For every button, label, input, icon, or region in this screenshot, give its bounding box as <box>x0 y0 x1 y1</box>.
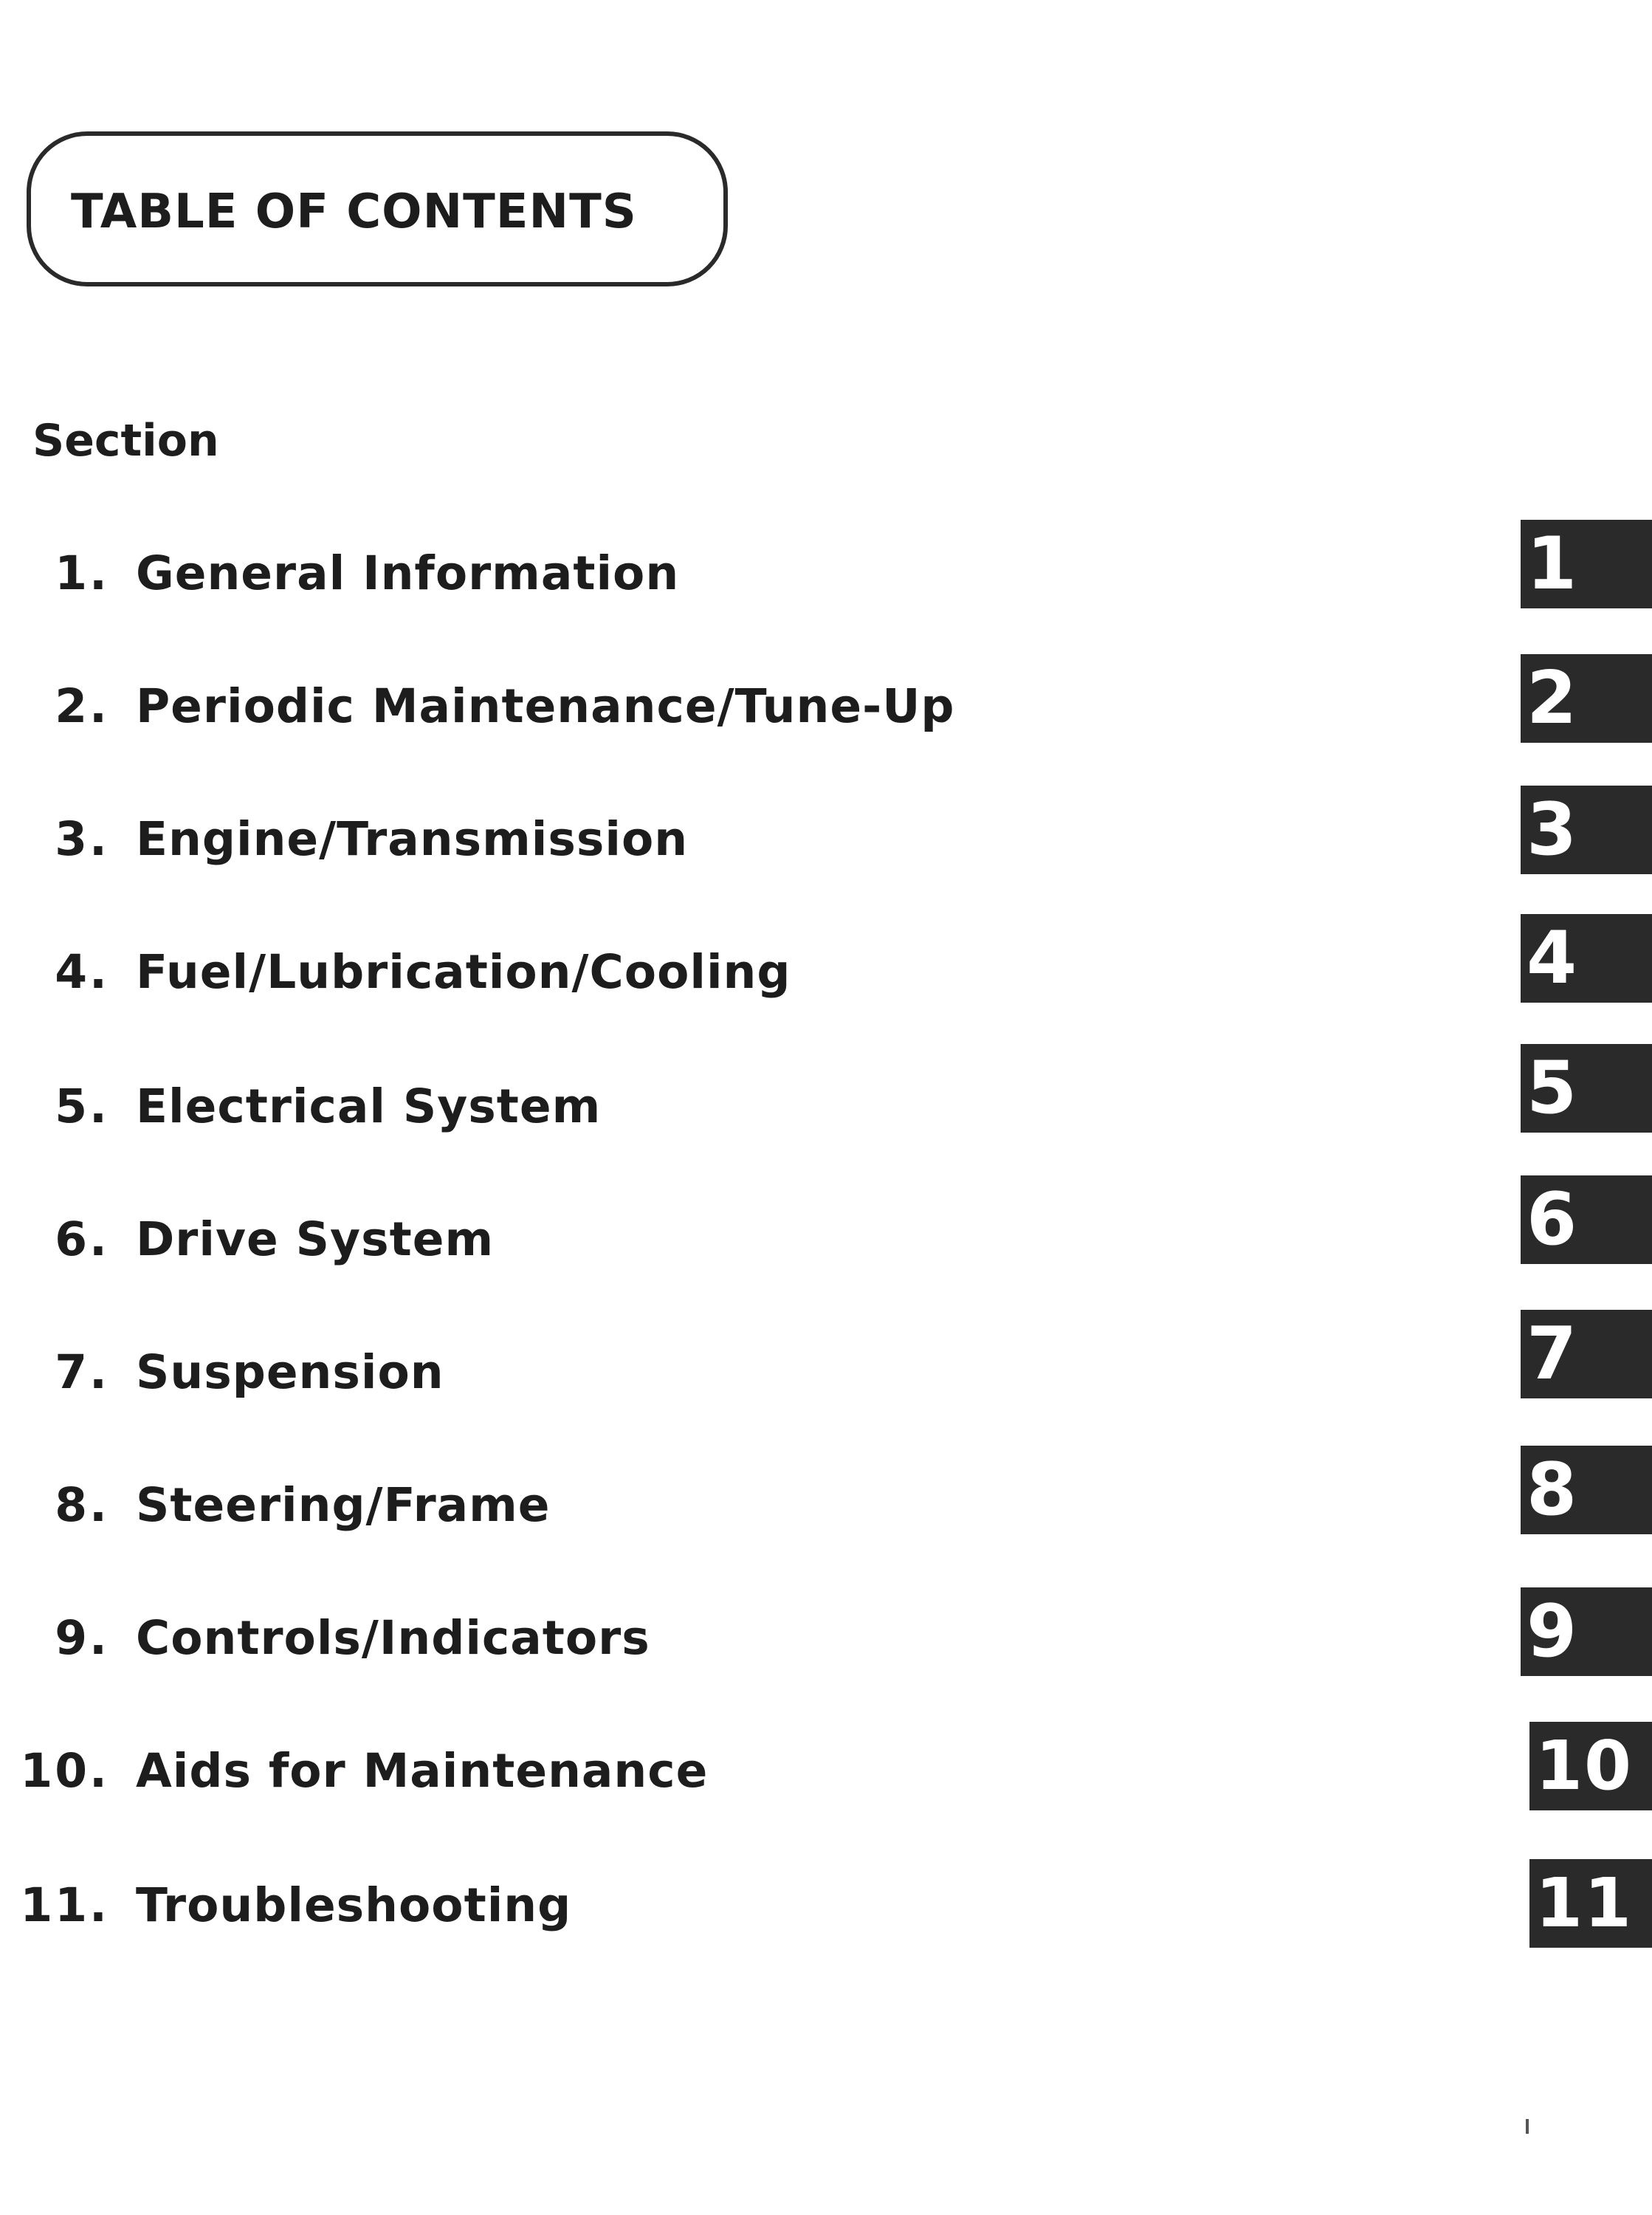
section-tab-1[interactable]: 1 <box>1521 520 1652 608</box>
entry-number: 5. <box>55 1079 109 1133</box>
toc-entry-suspension[interactable] <box>0 1345 1329 1412</box>
toc-entry-electrical-system[interactable] <box>0 1079 1329 1146</box>
section-tab-8[interactable]: 8 <box>1521 1446 1652 1534</box>
entry-number: 7. <box>55 1345 109 1399</box>
entry-number: 9. <box>55 1611 109 1665</box>
entry-title[interactable]: Troubleshooting <box>136 1878 572 1932</box>
section-tab-7[interactable]: 7 <box>1521 1310 1652 1398</box>
toc-entry-fuel-lubrication-cooling[interactable] <box>0 945 1329 1012</box>
toc-entry-aids-for-maintenance[interactable] <box>0 1744 1329 1810</box>
toc-entry-controls-indicators[interactable] <box>0 1611 1329 1677</box>
entry-title[interactable]: Electrical System <box>136 1079 602 1133</box>
entry-number: 11. <box>20 1878 109 1932</box>
entry-title[interactable]: Suspension <box>136 1345 444 1399</box>
entry-title[interactable]: Steering/Frame <box>136 1478 551 1532</box>
section-tab-3[interactable]: 3 <box>1521 786 1652 874</box>
toc-entry-periodic-maintenance[interactable] <box>0 679 1329 746</box>
entry-title[interactable]: Fuel/Lubrication/Cooling <box>136 945 791 999</box>
entry-title[interactable]: Periodic Maintenance/Tune-Up <box>136 679 955 733</box>
entry-title[interactable]: General Information <box>136 546 680 600</box>
entry-title[interactable]: Engine/Transmission <box>136 812 689 866</box>
entry-number: 10. <box>20 1744 109 1798</box>
section-tab-2[interactable]: 2 <box>1521 654 1652 743</box>
scan-mark <box>1526 2119 1529 2134</box>
entry-number: 8. <box>55 1478 109 1532</box>
section-heading: Section <box>32 415 219 467</box>
entry-title[interactable]: Aids for Maintenance <box>136 1744 709 1798</box>
entry-number: 6. <box>55 1212 109 1266</box>
entry-number: 2. <box>55 679 109 733</box>
section-tab-4[interactable]: 4 <box>1521 914 1652 1003</box>
toc-entry-general-information[interactable] <box>0 546 1329 613</box>
section-tab-6[interactable]: 6 <box>1521 1175 1652 1264</box>
entry-title[interactable]: Controls/Indicators <box>136 1611 650 1665</box>
section-tab-5[interactable]: 5 <box>1521 1044 1652 1133</box>
toc-entry-troubleshooting[interactable] <box>0 1878 1329 1945</box>
toc-entry-steering-frame[interactable] <box>0 1478 1329 1545</box>
entry-number: 1. <box>55 546 109 600</box>
toc-title-box <box>27 131 728 286</box>
section-tab-10[interactable]: 10 <box>1529 1722 1652 1810</box>
entry-title[interactable]: Drive System <box>136 1212 495 1266</box>
section-tab-9[interactable]: 9 <box>1521 1587 1652 1676</box>
entry-number: 3. <box>55 812 109 866</box>
section-tab-11[interactable]: 11 <box>1529 1859 1652 1948</box>
toc-entry-drive-system[interactable] <box>0 1212 1329 1279</box>
toc-entry-engine-transmission[interactable] <box>0 812 1329 879</box>
page-title: TABLE OF CONTENTS <box>71 185 637 239</box>
entry-number: 4. <box>55 945 109 999</box>
